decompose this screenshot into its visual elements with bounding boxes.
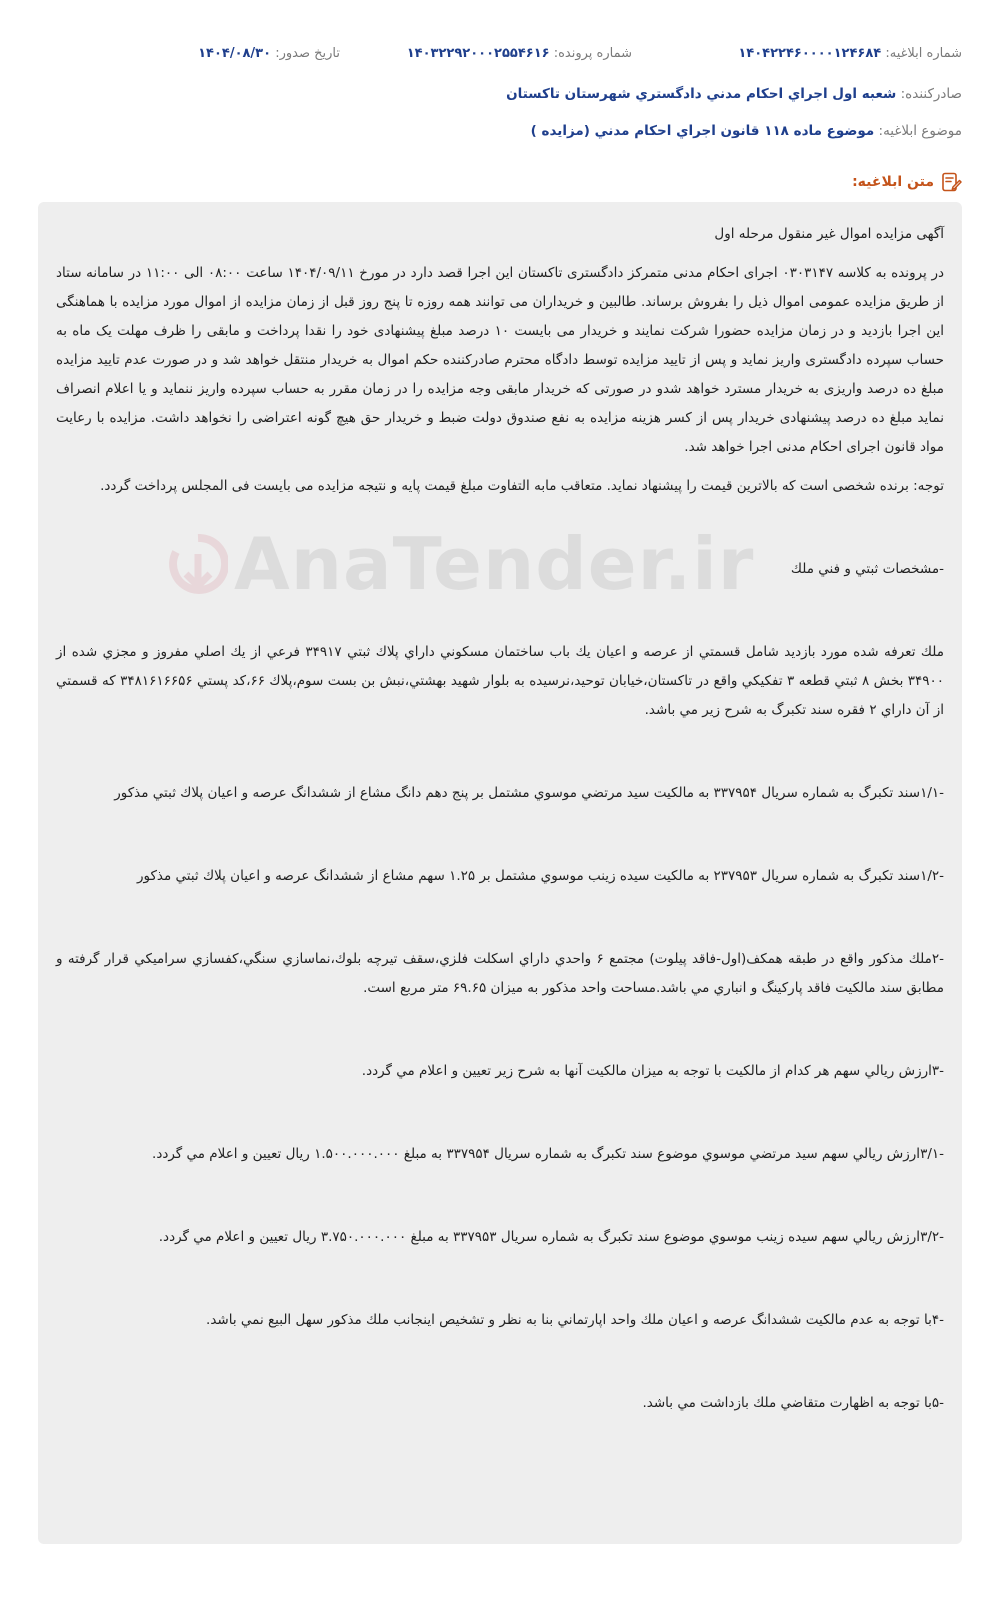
notice-text-title: متن ابلاغیه: bbox=[852, 174, 934, 190]
notice-content bbox=[56, 220, 944, 1418]
property-description: ملك تعرفه شده مورد بازديد شامل قسمتي از عرصه و اعيان يك باب ساختمان مسكوني داراي پلاك ثبتي ۳۴۹۱۷ فرعي از يك اصلي مفروز و مجزي شده از ۳۴۹۰۰ بخش ۸ ثبتي قطعه ۳ تفكيكي واقع در تاكستان،خيابان توحيد،نرسيده به بلوار شهيد بهشتي،نبش بن بست سوم،پلاك ۶۶،كد پستي ۳۴۸۱۶۱۶۶۵۶ كه قسمتي از آن داراي ۲ فقره سند تكبرگ به شرح زير مي باشد. bbox=[56, 644, 945, 718]
item-1-1: -۱/۱سند تكبرگ به شماره سريال ۳۳۷۹۵۴ به مالكيت سيد مرتضي موسوي مشتمل بر پنج دهم دانگ مشاع از ششدانگ عرصه و اعيان پلاك ثبتي مذكور bbox=[114, 785, 944, 801]
notice-paragraph-2: توجه: برنده شخصی است که بالاترین قیمت را پیشنهاد نماید. متعاقب مابه التفاوت مبلغ قیمت پایه و نتیجه مزایده می بایست فی المجلس پرداخت گردد. bbox=[100, 478, 944, 494]
item-3-2: -۳/۲ارزش ريالي سهم سيده زينب موسوي موضوع سند تكبرگ به شماره سريال ۳۳۷۹۵۳ به مبلغ ۳.۷۵۰.۰۰۰.۰۰۰ ريال تعيين و اعلام مي گردد. bbox=[158, 1229, 944, 1245]
notice-paragraph-1: در پرونده به کلاسه ۰۳۰۳۱۴۷ اجرای احکام مدنی متمرکز دادگستری تاکستان این اجرا قصد دارد در مورخ ۱۴۰۴/۰۹/۱۱ ساعت ۰۸:۰۰ الی ۱۱:۰۰ در سامانه ستاد از طریق مزایده عمومی اموال ذیل را بفروش برساند. طالبین و خریداران می توانند همه روزه تا پنج روز قبل از زمان مزایده از اموال مورد مزایده با هماهنگی این اجرا بازدید و در زمان مزایده حضورا شرکت نمایند و خریدار می بایست ۱۰ درصد مبلغ پیشنهادی خود را نقدا پرداخت و مابقی را ظرف مهلت یک ماه به حساب سپرده دادگستری واریز نماید و پس از تایید مزایده توسط دادگاه محترم صادرکننده حکم اموال به خریدار منتقل خواهد شد و در صورت عدم تایید مزایده مبلغ ده درصد واریزی به خریدار مسترد خواهد شدو در صورتی که خریدار مابقی وجه مزایده را در زمان مقرر به حساب سپرده واریز ننماید و یا اعلام انصراف نماید مبلغ ده درصد پیشنهادی خریدار پس از کسر هزینه مزایده به نفع صندوق دولت ضبط و خریدار حق هیچ گونه اعتراضی را نخواهد داشت. مزایده با رعایت مواد قانون اجرای احکام مدنی اجرا خواهد شد. bbox=[56, 265, 945, 455]
notice-subject bbox=[38, 123, 962, 139]
issuer-value: شعبه اول اجراي احكام مدني دادگستري شهرستان تاكستان bbox=[506, 86, 897, 102]
item-3: -۳ارزش ريالي سهم هر كدام از مالكيت با توجه به ميزان مالكيت آنها به شرح زير تعيين و اعلام مي گردد. bbox=[361, 1063, 944, 1079]
notice-number-label: شماره ابلاغیه: bbox=[885, 46, 962, 61]
issue-date-value: ۱۴۰۴/۰۸/۳۰ bbox=[198, 46, 272, 61]
notice-heading: آگهی مزایده اموال غیر منقول مرحله اول bbox=[714, 226, 944, 242]
subject-value: موضوع ماده ۱۱۸ قانون اجراي احكام مدني (مزايده ) bbox=[530, 123, 875, 139]
item-2: -۲ملك مذكور واقع در طبقه همكف(اول-فاقد پيلوت) مجتمع ۶ واحدي داراي اسكلت فلزي،سقف تيرچه بلوك،نماسازي سنگي،كفسازي سراميكي قرار گرفته و مطابق سند مالكيت فاقد پاركينگ و انباري مي باشد.مساحت واحد مذكور به ميزان ۶۹.۶۵ متر مربع است. bbox=[56, 951, 944, 996]
issue-date-label: تاریخ صدور: bbox=[275, 46, 340, 61]
case-number bbox=[407, 46, 632, 61]
notice-text-heading bbox=[852, 168, 962, 196]
notice-meta-row bbox=[38, 46, 962, 70]
case-number-value: ۱۴۰۳۲۲۹۲۰۰۰۲۵۵۴۶۱۶ bbox=[406, 46, 550, 61]
document-edit-icon bbox=[940, 171, 962, 193]
spec-heading: -مشخصات ثبتي و فني ملك bbox=[790, 561, 944, 577]
item-5: -۵با توجه به اظهارت متقاضي ملك بازداشت مي باشد. bbox=[642, 1395, 944, 1411]
notice-number-value: ۱۴۰۴۲۲۴۶۰۰۰۰۱۲۴۶۸۴ bbox=[738, 46, 882, 61]
item-3-1: -۳/۱ارزش ريالي سهم سيد مرتضي موسوي موضوع سند تكبرگ به شماره سريال ۳۳۷۹۵۴ به مبلغ ۱.۵۰۰.۰۰۰.۰۰۰ ريال تعيين و اعلام مي گردد. bbox=[152, 1146, 944, 1162]
notice-body bbox=[38, 202, 962, 1544]
case-number-label: شماره پرونده: bbox=[553, 46, 632, 61]
issuer bbox=[38, 86, 962, 102]
issue-date bbox=[198, 46, 340, 61]
issuer-label: صادرکننده: bbox=[900, 86, 962, 102]
item-4: -۴با توجه به عدم مالكيت ششدانگ عرصه و اعيان ملك واحد اپارتماني بنا به نظر و تشخيص اينجانب ملك مذكور سهل البيع نمي باشد. bbox=[206, 1312, 944, 1328]
item-1-2: -۱/۲سند تكبرگ به شماره سريال ۲۳۷۹۵۳ به مالكيت سيده زينب موسوي مشتمل بر ۱.۲۵ سهم مشاع از ششدانگ عرصه و اعيان پلاك ثبتي مذكور bbox=[136, 868, 944, 884]
watermark-text: AnaTender.ir bbox=[234, 522, 755, 606]
subject-label: موضوع ابلاغیه: bbox=[878, 123, 962, 139]
notice-number bbox=[738, 46, 962, 61]
